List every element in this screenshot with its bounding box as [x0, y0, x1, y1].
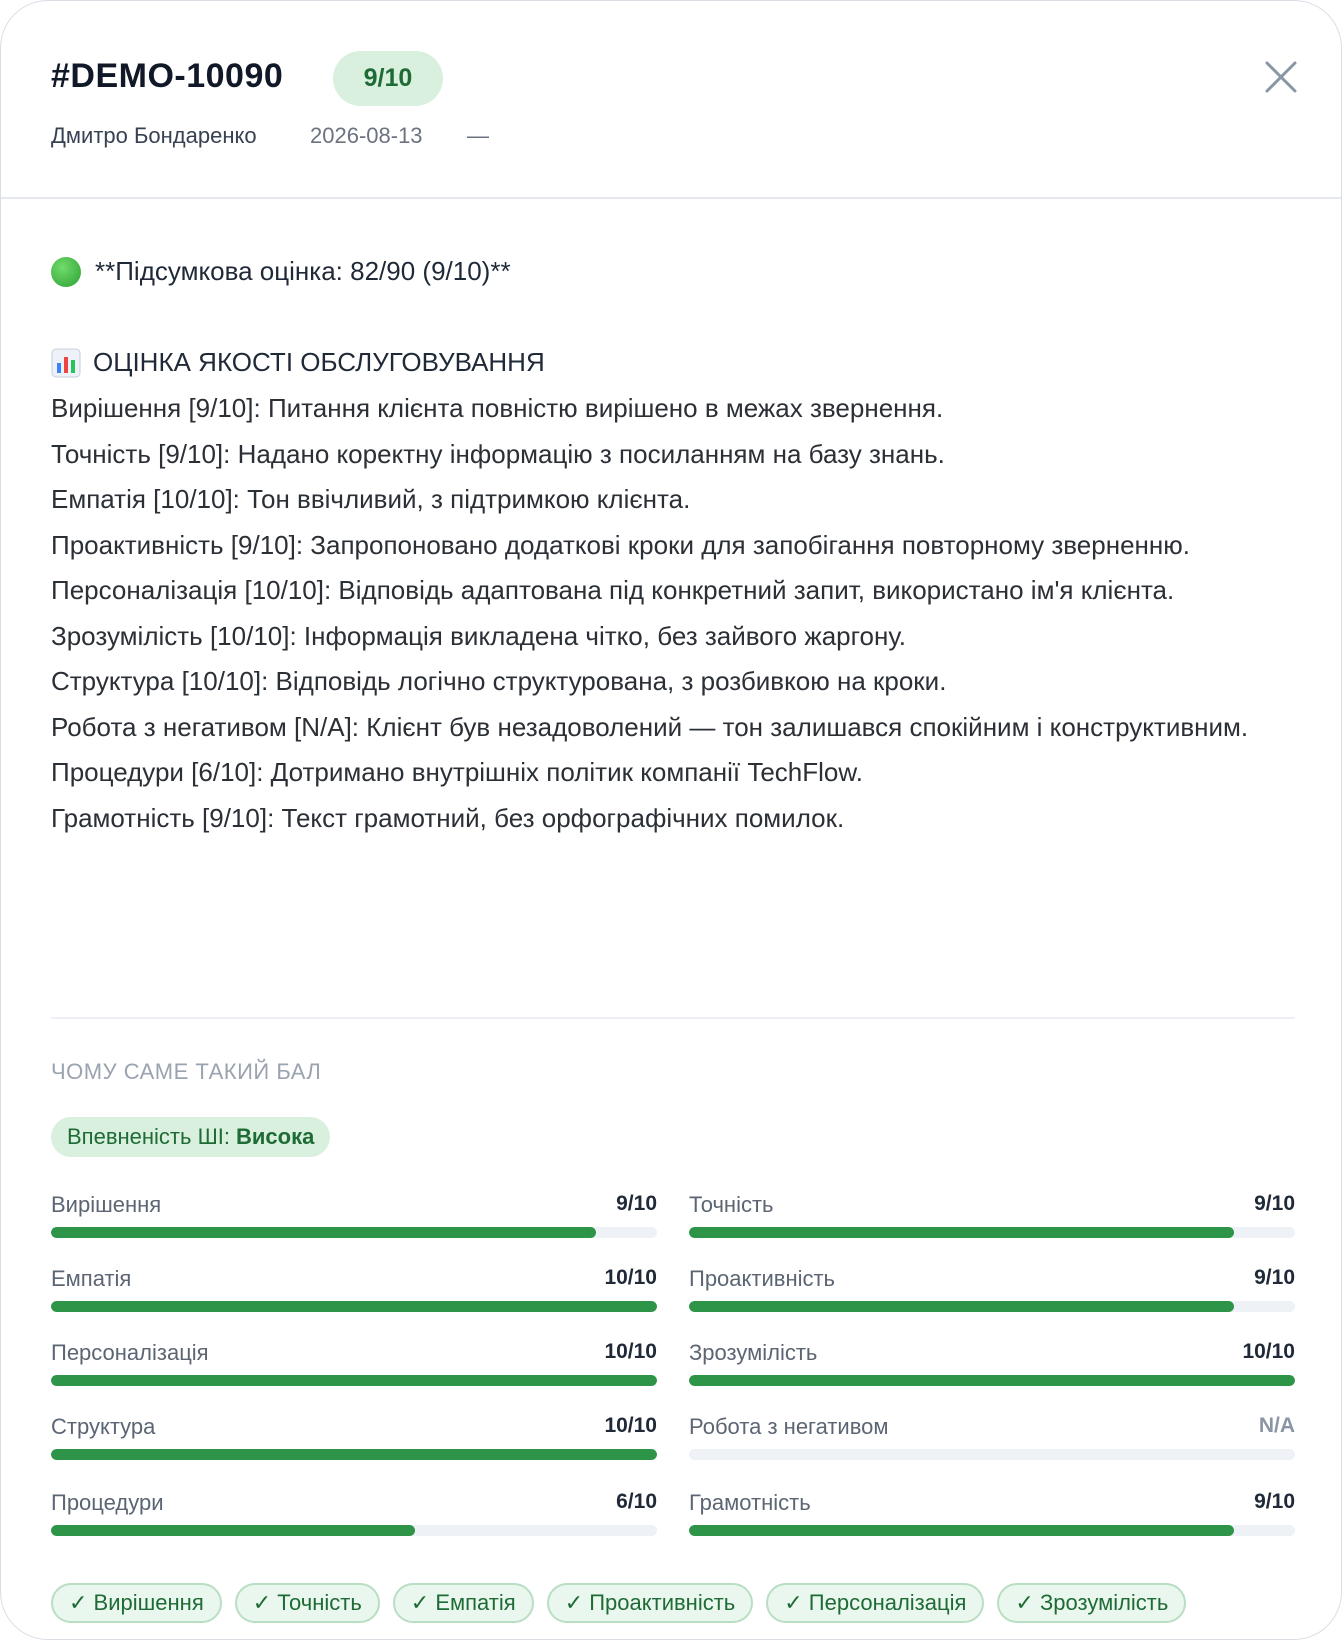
score-value: 10/10 — [1242, 1340, 1295, 1363]
score-label: Грамотність — [689, 1490, 811, 1515]
score-label: Емпатія — [51, 1266, 132, 1291]
criteria-line: Проактивність [9/10]: Запропоновано додаткові кроки для запобігання повторному зверненню. — [51, 529, 1190, 560]
score-label: Робота з негативом — [689, 1414, 889, 1439]
score-track — [689, 1525, 1295, 1536]
green-circle-icon — [51, 257, 81, 287]
score-fill — [51, 1301, 657, 1312]
criteria-chip: ✓ Проактивність — [547, 1583, 754, 1623]
criteria-chip: ✓ Вирішення — [51, 1583, 222, 1623]
score-label: Процедури — [51, 1490, 164, 1515]
why-score-title: ЧОМУ САМЕ ТАКИЙ БАЛ — [51, 1059, 322, 1084]
score-fill — [51, 1449, 657, 1460]
ai-confidence-badge — [51, 1117, 330, 1157]
score-value: 10/10 — [604, 1266, 657, 1289]
close-button[interactable] — [1259, 55, 1303, 99]
confidence-label: Впевненість ШІ: — [67, 1124, 230, 1149]
criteria-list — [51, 386, 1291, 841]
criteria-line: Грамотність [9/10]: Текст грамотний, без орфографічних помилок. — [51, 802, 845, 833]
criteria-line: Емпатія [10/10]: Тон ввічливий, з підтримкою клієнта. — [51, 484, 691, 514]
score-track — [51, 1375, 657, 1386]
score-value: 10/10 — [604, 1340, 657, 1363]
score-fill — [689, 1227, 1234, 1238]
score-value: 9/10 — [1254, 1266, 1295, 1289]
confidence-value: Висока — [235, 1124, 315, 1149]
score-label: Точність — [689, 1192, 774, 1217]
bar-chart-icon — [51, 348, 81, 378]
score-value: 9/10 — [616, 1192, 657, 1215]
score-track — [51, 1449, 657, 1460]
score-label: Проактивність — [689, 1266, 836, 1291]
score-fill — [51, 1525, 415, 1536]
score-fill — [51, 1375, 657, 1386]
criteria-line: Точність [9/10]: Надано коректну інформацію з посиланням на базу знань. — [51, 438, 945, 469]
close-icon — [1259, 55, 1303, 99]
criteria-line: Персоналізація [10/10]: Відповідь адаптована під конкретний запит, використано ім'я клієнта. — [51, 575, 1175, 605]
score-fill — [689, 1525, 1234, 1536]
criteria-chip: ✓ Точність — [235, 1583, 380, 1623]
score-value: 9/10 — [1254, 1192, 1295, 1215]
score-track — [689, 1449, 1295, 1460]
score-fill — [689, 1375, 1295, 1386]
score-label: Зрозумілість — [689, 1340, 818, 1365]
score-track — [51, 1525, 657, 1536]
agent-name: Дмитро Бондаренко — [51, 123, 257, 148]
score-label: Персоналізація — [51, 1340, 209, 1365]
meta-separator: — — [467, 123, 489, 148]
criteria-line: Зрозумілість [10/10]: Інформація викладена чітко, без зайвого жаргону. — [51, 620, 906, 651]
score-track — [689, 1301, 1295, 1312]
criteria-chip: ✓ Персоналізація — [766, 1583, 984, 1623]
score-track — [51, 1301, 657, 1312]
criteria-chip: ✓ Зрозумілість — [997, 1583, 1186, 1623]
summary-text: **Підсумкова оцінка: 82/90 (9/10)** — [95, 256, 511, 286]
modal-header — [1, 1, 1341, 199]
score-fill — [51, 1227, 596, 1238]
summary-line — [51, 256, 511, 287]
ticket-id: #DEMO-10090 — [51, 57, 284, 95]
score-label: Вирішення — [51, 1192, 162, 1217]
score-value: 9/10 — [1254, 1490, 1295, 1513]
score-track — [689, 1227, 1295, 1238]
section-divider — [51, 1017, 1295, 1019]
score-badge: 9/10 — [333, 51, 443, 106]
score-value: N/A — [1258, 1414, 1295, 1437]
score-track — [51, 1227, 657, 1238]
passed-criteria-chips — [51, 1583, 1186, 1623]
criteria-line: Вирішення [9/10]: Питання клієнта повністю вирішено в межах звернення. — [51, 393, 944, 423]
quality-section-heading — [51, 347, 545, 378]
score-label: Структура — [51, 1414, 156, 1439]
score-fill — [689, 1301, 1234, 1312]
criteria-line: Процедури [6/10]: Дотримано внутрішніх політик компанії TechFlow. — [51, 757, 863, 787]
ticket-date: 2026-08-13 — [310, 123, 423, 148]
criteria-line: Структура [10/10]: Відповідь логічно структурована, з розбивкою на кроки. — [51, 666, 947, 696]
score-track — [689, 1375, 1295, 1386]
score-value: 10/10 — [604, 1414, 657, 1437]
criteria-chip: ✓ Емпатія — [393, 1583, 534, 1623]
score-value: 6/10 — [616, 1490, 657, 1513]
criteria-line: Робота з негативом [N/A]: Клієнт був незадоволений — тон залишався спокійним і конструктивним. — [51, 711, 1249, 742]
section-heading-text: ОЦІНКА ЯКОСТІ ОБСЛУГОВУВАННЯ — [93, 347, 545, 377]
